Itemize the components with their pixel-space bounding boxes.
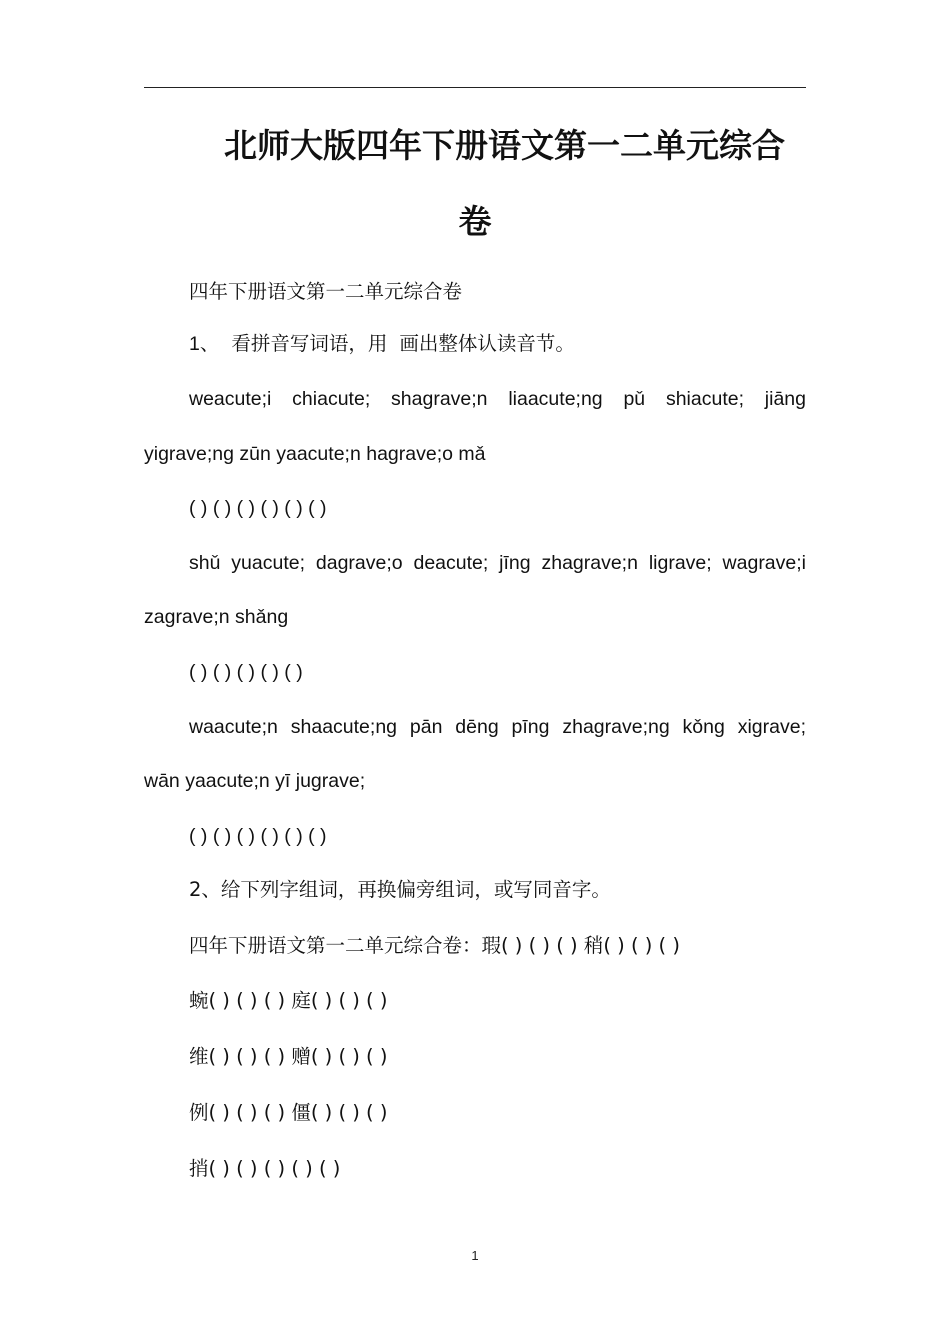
pinyin-row-2-line-1: shǔ yuacute; dagrave;o deacute; jīng zhagrave;n ligrave; wagrave;i (189, 552, 806, 574)
subtitle: 四年下册语文第一二单元综合卷 (189, 280, 463, 303)
question-1-text: 看拼音写词语，用 (231, 332, 388, 355)
pinyin-row-3-line-2: wān yaacute;n yī jugrave; (144, 770, 366, 792)
pinyin-row-1-line-2: yigrave;ng zūn yaacute;n hagrave;o mǎ (144, 443, 486, 465)
question-1-number: 1、 (189, 333, 220, 355)
question-2-line-3: 维( ) ( ) ( ) 赠( ) ( ) ( ) (189, 1045, 388, 1068)
document-title-continued: 卷 (458, 202, 492, 241)
answer-blanks-row-1: ( ) ( ) ( ) ( ) ( ) ( ) (189, 497, 327, 519)
pinyin-row-3-line-1: waacute;n shaacute;ng pān dēng pīng zhagrave;ng kǒng xigrave; (189, 716, 806, 738)
document-title: 北师大版四年下册语文第一二单元综合 (224, 126, 785, 165)
answer-blanks-row-2: ( ) ( ) ( ) ( ) ( ) (189, 661, 303, 683)
question-2-line-2: 蜿( ) ( ) ( ) 庭( ) ( ) ( ) (189, 989, 388, 1012)
pinyin-row-2-line-2: zagrave;n shǎng (144, 606, 289, 628)
header-rule (144, 87, 806, 88)
question-2: 2、给下列字组词，再换偏旁组词，或写同音字。 (189, 878, 611, 901)
question-2-line-4: 例( ) ( ) ( ) 僵( ) ( ) ( ) (189, 1101, 388, 1124)
question-1-text-2: 画出整体认读音节。 (399, 332, 575, 355)
question-1 (144, 330, 806, 358)
page-number: 1 (471, 1248, 479, 1263)
question-2-line-1: 四年下册语文第一二单元综合卷：瑕( ) ( ) ( ) 稍( ) ( ) ( ) (189, 934, 680, 957)
answer-blanks-row-3: ( ) ( ) ( ) ( ) ( ) ( ) (189, 825, 327, 847)
pinyin-row-1-line-1: weacute;i chiacute; shagrave;n liaacute;ng pǔ shiacute; jiāng (189, 388, 806, 410)
question-2-line-5: 捎( ) ( ) ( ) ( ) ( ) (189, 1157, 341, 1180)
